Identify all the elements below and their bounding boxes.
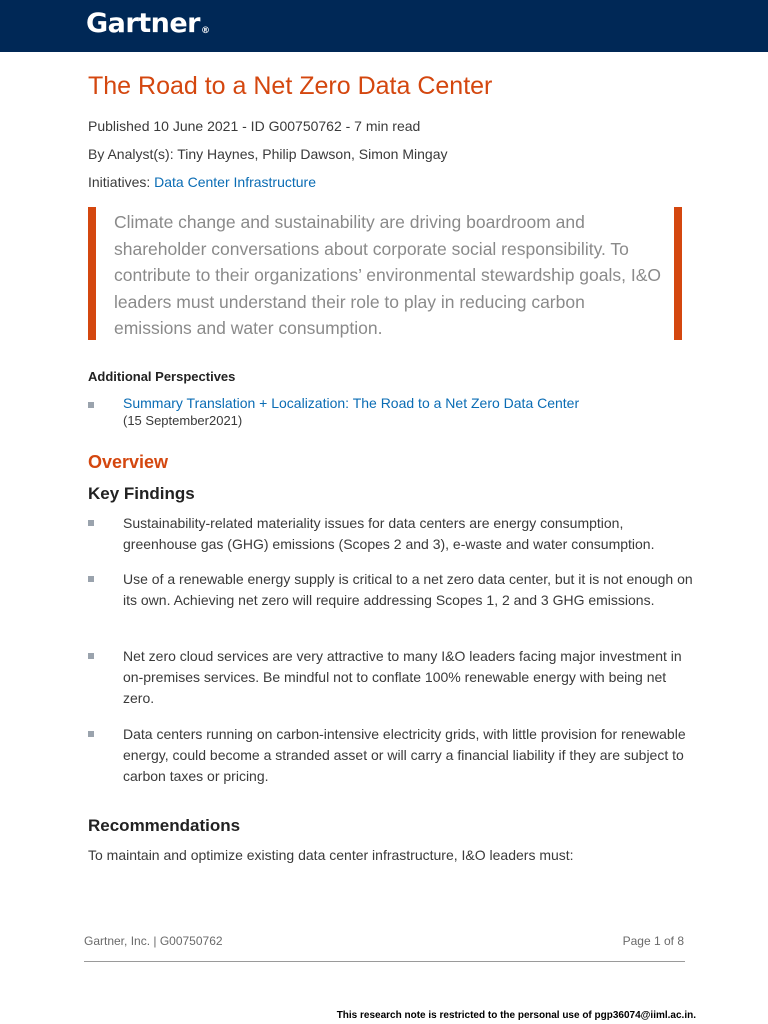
additional-perspective-link[interactable]: Summary Translation + Localization: The Road to a Net Zero Data Center [123,395,580,411]
summary-text: Climate change and sustainability are driving boardroom and shareholder conversations about corporate social responsibility. To contribute to their organizations’ environmental stewardship goals, I&O leaders must understand their role to play in reducing carbon emissions and water consumption. [114,212,662,339]
logo-text: Gartner [86,8,200,39]
recommendations-heading: Recommendations [88,816,241,835]
published-line: Published 10 June 2021 - ID G00750762 - 7 min read [88,118,421,134]
additional-perspective-date: (15 September2021) [123,413,243,428]
initiatives-label: Initiatives: [88,174,151,190]
overview-heading: Overview [88,452,169,472]
callout-right-bar [674,207,682,340]
footer-document-id: Gartner, Inc. | G00750762 [84,934,223,948]
document-title: The Road to a Net Zero Data Center [88,72,493,100]
key-finding-item: Net zero cloud services are very attractive to many I&O leaders facing major investment in on-premises services. Be mindful not to conflate 100% renewable energy with being net zero. [123,648,682,706]
bullet-icon [88,653,94,659]
bullet-icon [88,576,94,582]
bullet-icon [88,731,94,737]
recommendations-intro: To maintain and optimize existing data center infrastructure, I&O leaders must: [88,847,574,863]
bullet-icon [88,402,94,408]
registered-mark: ® [200,26,210,36]
additional-perspectives-heading: Additional Perspectives [88,369,236,384]
top-header-bar [0,0,768,52]
summary-callout [88,207,682,340]
callout-left-bar [88,207,96,340]
analysts-line: By Analyst(s): Tiny Haynes, Philip Dawson, Simon Mingay [88,146,448,162]
key-finding-item: Use of a renewable energy supply is critical to a net zero data center, but it is not enough on its own. Achieving net zero will require addressing Scopes 1, 2 and 3 GHG emissions. [123,571,693,608]
initiatives-line [88,174,316,190]
bullet-icon [88,520,94,526]
key-finding-item: Sustainability-related materiality issues for data centers are energy consumption, greenhouse gas (GHG) emissions (Scopes 2 and 3), e-waste and water consumption. [123,515,655,552]
key-finding-item: Data centers running on carbon-intensive electricity grids, with little provision for renewable energy, could become a stranded asset or will carry a financial liability if they are subject to carbon taxes or pricing. [123,726,686,784]
key-findings-heading: Key Findings [88,484,195,503]
gartner-logo[interactable] [86,8,209,39]
restriction-notice: This research note is restricted to the personal use of pgp36074@iiml.ac.in. [336,1010,696,1021]
footer-divider [84,961,685,962]
initiatives-link[interactable]: Data Center Infrastructure [154,174,316,190]
footer-page-number: Page 1 of 8 [622,934,684,948]
